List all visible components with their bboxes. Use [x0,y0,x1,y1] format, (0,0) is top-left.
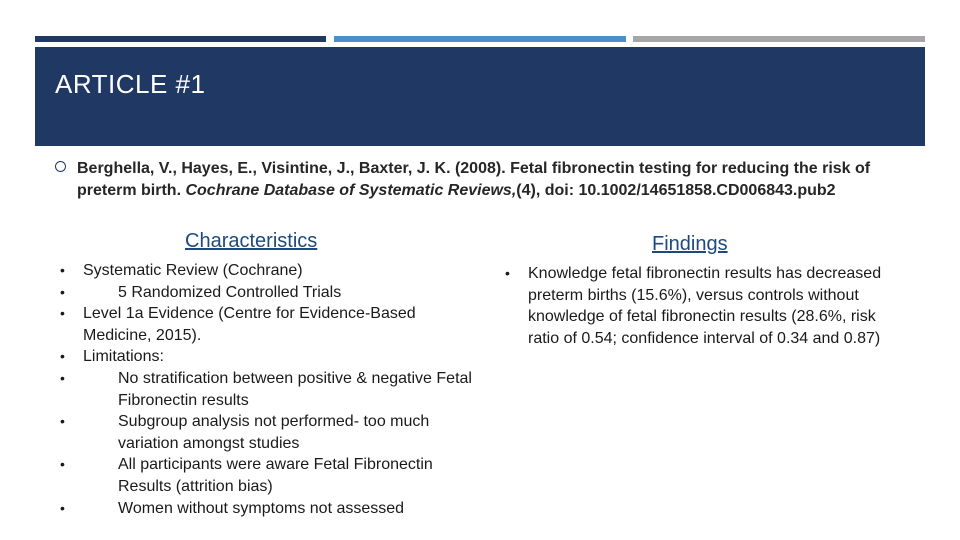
bullet-icon: • [505,265,510,281]
citation-journal: Cochrane Database of Systematic Reviews, [185,181,517,199]
list-item: • Women without symptoms not assessed [60,498,480,520]
list-item: • No stratification between positive & negative Fetal Fibronectin results [60,369,472,409]
list-item: • Limitations: [60,346,480,368]
title-banner [35,47,925,146]
slide-title: ARTICLE #1 [55,69,206,99]
findings-list [505,263,905,349]
list-item: • Level 1a Evidence (Centre for Evidence-Based Medicine, 2015). [60,305,416,344]
accent-bar-blue [334,36,626,42]
characteristics-list [60,260,480,519]
list-item: • Systematic Review (Cochrane) [60,260,480,282]
bullet-icon: • [60,283,65,300]
citation-issue-doi: (4), doi: 10.1002/14651858.CD006843.pub2 [516,181,836,199]
findings-heading: Findings [652,233,728,255]
bullet-icon: • [60,369,65,386]
accent-bar-navy [35,36,326,42]
list-item: • Subgroup analysis not performed- too much variation amongst studies [60,413,430,452]
article-citation [77,158,907,201]
bullet-icon: • [60,305,65,322]
list-item: • 5 Randomized Controlled Trials [60,282,480,304]
bullet-icon: • [60,348,65,365]
circle-bullet-icon [55,161,66,172]
bullet-icon: • [60,499,65,516]
bullet-icon: • [60,456,65,473]
bullet-icon: • [60,262,65,278]
list-item: • Knowledge fetal fibronectin results has decreased preterm births (15.6%), versus controls without knowledge of fetal fibronectin results (28.6%, risk ratio of 0.54; confidence interval of 0.34 and 0.87) [505,265,882,347]
list-item: • All participants were aware Fetal Fibronectin Results (attrition bias) [60,456,433,495]
characteristics-heading: Characteristics [185,230,318,252]
citation-authors-title: Berghella, V., Hayes, E., Visintine, J., Baxter, J. K. (2008). Fetal fibronectin testing for reducing the risk of preterm birth. [77,160,871,199]
accent-bar-gray [633,36,925,42]
bullet-icon: • [60,413,65,430]
